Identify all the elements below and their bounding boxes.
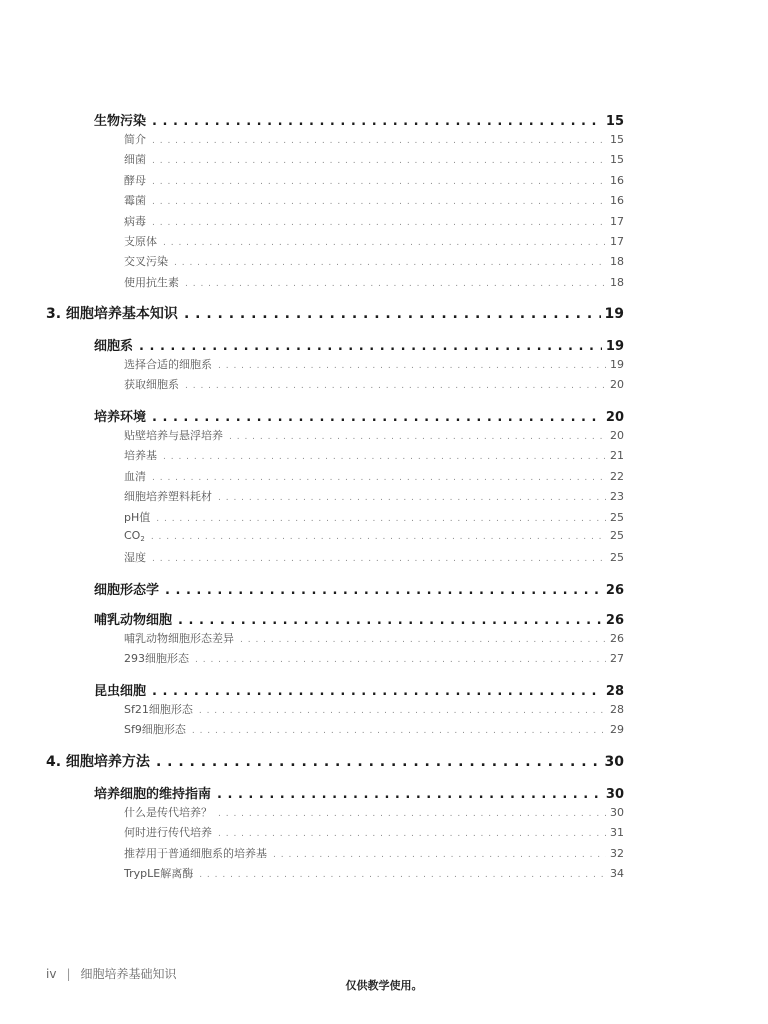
toc-page-number: 26 [610,632,624,645]
dot-leader [273,850,606,860]
toc-item-row[interactable] [124,213,624,229]
usage-notice: 仅供教学使用。 [345,979,423,992]
dot-leader [156,514,606,524]
toc-item-row[interactable] [124,701,624,717]
toc-item-row[interactable] [124,824,624,840]
dot-leader [152,114,602,129]
toc-item-row[interactable] [124,151,624,167]
toc-item-row[interactable] [124,274,624,290]
dot-leader [218,809,606,819]
page-number: iv [46,967,57,981]
toc-entry-title: 哺乳动物细胞形态差异 [124,632,234,645]
toc-entry-title: 交叉污染 [124,255,168,268]
toc-entry-title: $CO_2$ [124,529,145,543]
toc-entry-title: 选择合适的细胞系 [124,358,212,371]
dot-leader [152,684,602,699]
toc-entry-title: 使用抗生素 [124,276,179,289]
dot-leader [174,258,606,268]
book-title: 细胞培养基础知识 [80,967,177,981]
toc-entry-title: 贴壁培养与悬浮培养 [124,429,223,442]
toc-entry-title: 细胞系 [94,339,134,354]
toc-page-number: 28 [610,703,624,716]
toc-section-row[interactable] [94,680,624,699]
dot-leader [218,829,606,839]
dot-leader [199,706,606,716]
dot-leader [195,655,606,665]
toc-entry-title: 霉菌 [124,194,146,207]
dot-leader [229,432,606,442]
dot-leader [152,197,606,207]
toc-page-number: 30 [610,806,624,819]
toc-page-number: 15 [610,133,624,146]
toc-page-number: 20 [610,429,624,442]
toc-section-row[interactable] [94,110,624,129]
toc-page-number: 17 [610,235,624,248]
dot-leader [218,361,606,371]
toc-page-number: 17 [610,215,624,228]
toc-page-number: 20 [610,378,624,391]
dot-leader [152,473,606,483]
toc-item-row[interactable] [124,233,624,249]
dot-leader [151,532,606,542]
toc-item-row[interactable] [124,804,624,820]
footer-separator: | [66,967,71,981]
toc-item-row[interactable] [124,376,624,392]
dot-leader [199,870,606,880]
toc-page-number: 26 [605,583,624,598]
toc-entry-title: Sf9细胞形态 [124,723,186,736]
dot-leader [156,754,601,770]
toc-item-row[interactable] [124,549,624,565]
toc-entry-title: 酵母 [124,174,146,187]
toc-entry-title: 何时进行传代培养 [124,826,212,839]
toc-page-number: 22 [610,470,624,483]
toc-item-row[interactable] [124,529,624,543]
toc-entry-title: 培养细胞的维持指南 [94,787,212,802]
dot-leader [217,787,602,802]
toc-page-number: 30 [604,754,624,770]
toc-item-row[interactable] [124,172,624,188]
toc-item-row[interactable] [124,468,624,484]
dot-leader [165,583,602,598]
toc-page-number: 28 [605,684,624,699]
toc-page-number: 25 [610,529,624,542]
toc-entry-title: 病毒 [124,215,146,228]
toc-page-number: 26 [605,613,624,628]
toc-section-row[interactable] [94,783,624,802]
toc-item-row[interactable] [124,845,624,861]
dot-leader [192,726,606,736]
toc-page-number: 18 [610,255,624,268]
toc-chapter-row[interactable] [46,751,624,771]
toc-page-number: 19 [604,306,624,322]
toc-item-row[interactable] [124,427,624,443]
toc-entry-title: 培养环境 [94,410,147,425]
toc-entry-title: 4. 细胞培养方法 [46,754,150,770]
toc-entry-title: 湿度 [124,551,146,564]
toc-item-row[interactable] [124,630,624,646]
toc-page-number: 15 [610,153,624,166]
toc-entry-title: 3. 细胞培养基本知识 [46,306,178,322]
toc-page-number: 21 [610,449,624,462]
toc-page-number: 31 [610,826,624,839]
toc-entry-title: 培养基 [124,449,157,462]
toc-page-number: 23 [610,490,624,503]
toc-page-number: 19 [605,339,624,354]
toc-entry-title: 什么是传代培养？ [124,806,212,819]
dot-leader [184,306,601,322]
dot-leader [139,339,602,354]
dot-leader [185,381,606,391]
toc-item-row[interactable] [124,650,624,666]
toc-item-row[interactable] [124,721,624,737]
toc-entry-title: 哺乳动物细胞 [94,613,173,628]
toc-item-row[interactable] [124,488,624,504]
toc-page-number: 16 [610,194,624,207]
toc-item-row[interactable] [124,865,624,881]
toc-entry-title: pH值 [124,511,151,524]
toc-page-number: 19 [610,358,624,371]
toc-entry-title: 简介 [124,133,146,146]
toc-page-number: 27 [610,652,624,665]
toc-item-row[interactable] [124,131,624,147]
toc-section-row[interactable] [94,609,624,628]
toc-page-number: 34 [610,867,624,880]
toc-item-row[interactable] [124,356,624,372]
toc-entry-title: 生物污染 [94,114,147,129]
toc-section-row[interactable] [94,335,624,354]
dot-leader [163,452,606,462]
toc-entry-title: 支原体 [124,235,157,248]
dot-leader [152,410,602,425]
dot-leader [218,493,606,503]
dot-leader [185,279,606,289]
dot-leader [152,136,606,146]
toc-page-number: 30 [605,787,624,802]
toc-entry-title: 细胞形态学 [94,583,160,598]
toc-section-row[interactable] [94,579,624,598]
toc-entry-title: TrypLE解离酶 [124,867,194,880]
toc-chapter-row[interactable] [46,303,624,323]
toc-page-number: 18 [610,276,624,289]
toc-page-number: 29 [610,723,624,736]
toc-item-row[interactable] [124,192,624,208]
toc-page-number: 25 [610,511,624,524]
toc-entry-title: 293细胞形态 [124,652,189,665]
toc-item-row[interactable] [124,447,624,463]
toc-entry-title: 获取细胞系 [124,378,179,391]
toc-item-row[interactable] [124,509,624,525]
dot-leader [152,177,606,187]
toc-entry-title: 细胞培养塑料耗材 [124,490,212,503]
toc-entry-title: 昆虫细胞 [94,684,147,699]
dot-leader [240,635,606,645]
dot-leader [152,156,606,166]
dot-leader [178,613,602,628]
toc-page-number: 25 [610,551,624,564]
toc-section-row[interactable] [94,406,624,425]
toc-entry-title: Sf21细胞形态 [124,703,193,716]
dot-leader [152,218,606,228]
toc-page-number: 16 [610,174,624,187]
toc-entry-title: 推荐用于普通细胞系的培养基 [124,847,267,860]
toc-page-number: 20 [605,410,624,425]
toc-entry-title: 血清 [124,470,146,483]
dot-leader [163,238,606,248]
toc-item-row[interactable] [124,253,624,269]
dot-leader [152,554,606,564]
toc-page-number: 32 [610,847,624,860]
toc-page-number: 15 [605,114,624,129]
toc-entry-title: 细菌 [124,153,146,166]
